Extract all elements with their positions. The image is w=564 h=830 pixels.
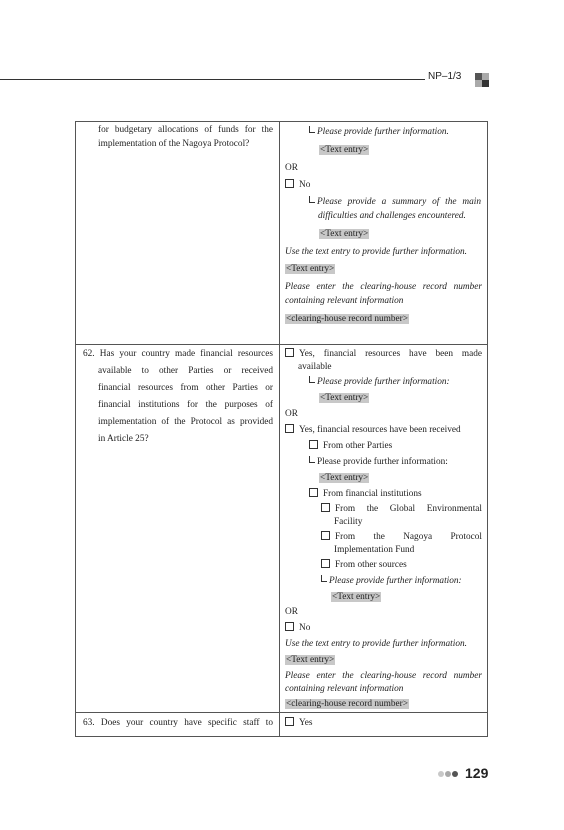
text-entry-field[interactable]: <Text entry> (286, 655, 335, 665)
text-entry-field[interactable]: <Text entry> (320, 473, 369, 483)
option-npif-cont: Implementation Fund (334, 545, 415, 555)
option-from-other-parties[interactable]: From other Parties (309, 440, 392, 452)
question-62-text-line: financial institutions for the purposes of (98, 400, 273, 410)
arrow-icon (309, 196, 315, 203)
checkbox-no[interactable] (285, 179, 294, 188)
page-number: 129 (465, 765, 489, 781)
row-divider (76, 712, 487, 713)
or-label: OR (285, 607, 298, 617)
text-entry-field[interactable]: <Text entry> (320, 145, 369, 155)
checkbox-yes[interactable] (285, 717, 294, 726)
use-text-entry-note: Use the text entry to provide further information. (285, 639, 467, 649)
option-yes-made-available[interactable]: Yes, financial resources have been made (285, 348, 482, 360)
option-gef[interactable]: From the Global Environmental (321, 503, 482, 515)
question-62-text-line: available to other Parties or received (98, 366, 273, 376)
text-entry-field[interactable]: <Text entry> (320, 393, 369, 403)
question-63-text-line: 63. Does your country have specific staff to (83, 718, 273, 728)
option-no[interactable]: No (285, 179, 310, 191)
further-info-prompt: Please provide further information: (309, 456, 448, 468)
question-62-text-line: 62. Has your country made financial resources (83, 349, 273, 359)
or-label: OR (285, 163, 298, 173)
further-info-prompt: Please provide further information: (321, 575, 462, 587)
clearing-house-prompt-cont: containing relevant information (285, 296, 404, 306)
question-62-text-line: implementation of the Protocol as provided (98, 417, 273, 427)
checkbox-other-parties[interactable] (309, 440, 318, 449)
option-yes-made-cont: available (298, 362, 332, 372)
question-61-text-line: implementation of the Nagoya Protocol? (98, 139, 250, 149)
question-62-text-line: financial resources from other Parties or (98, 383, 273, 393)
checkbox-yes-made[interactable] (285, 348, 294, 357)
text-entry-field[interactable]: <Text entry> (286, 264, 335, 274)
use-text-entry-note: Use the text entry to provide further information. (285, 247, 467, 257)
arrow-icon (321, 575, 327, 582)
option-yes-received[interactable]: Yes, financial resources have been received (285, 424, 461, 436)
or-label: OR (285, 409, 298, 419)
question-61-text-line: for budgetary allocations of funds for the (98, 125, 273, 135)
clearing-house-record-field[interactable]: <clearing-house record number> (286, 699, 408, 709)
option-yes[interactable]: Yes (285, 717, 313, 729)
checkbox-financial-institutions[interactable] (309, 488, 318, 497)
clearing-house-prompt: Please enter the clearing-house record number (285, 282, 482, 292)
header-rule (0, 79, 425, 80)
summary-prompt-cont: difficulties and challenges encountered. (318, 211, 466, 221)
questionnaire-table (75, 121, 488, 737)
checkbox-yes-received[interactable] (285, 424, 294, 433)
clearing-house-prompt-cont: containing relevant information (285, 684, 404, 694)
option-gef-cont: Facility (334, 517, 363, 527)
clearing-house-record-field[interactable]: <clearing-house record number> (286, 314, 408, 324)
question-62-text-line: in Article 25? (98, 434, 149, 444)
further-info-prompt: Please provide further information. (309, 126, 449, 138)
option-other-sources[interactable]: From other sources (321, 559, 407, 571)
checkbox-npif[interactable] (321, 531, 330, 540)
text-entry-field[interactable]: <Text entry> (332, 592, 381, 602)
text-entry-field[interactable]: <Text entry> (320, 229, 369, 239)
document-code: NP–1/3 (428, 71, 462, 82)
arrow-icon (309, 376, 315, 383)
checkbox-other-sources[interactable] (321, 559, 330, 568)
checkbox-gef[interactable] (321, 503, 330, 512)
further-info-prompt: Please provide further information: (309, 376, 450, 388)
arrow-icon (309, 126, 315, 133)
clearing-house-prompt: Please enter the clearing-house record number (285, 671, 482, 681)
row-divider (76, 344, 487, 345)
header-square-icon (475, 73, 489, 87)
column-divider (279, 122, 280, 736)
option-no[interactable]: No (285, 622, 310, 634)
option-from-financial-institutions[interactable]: From financial institutions (309, 488, 422, 500)
option-npif[interactable]: From the Nagoya Protocol (321, 531, 482, 543)
arrow-icon (309, 456, 315, 463)
summary-prompt: Please provide a summary of the main (309, 196, 481, 208)
checkbox-no[interactable] (285, 622, 294, 631)
